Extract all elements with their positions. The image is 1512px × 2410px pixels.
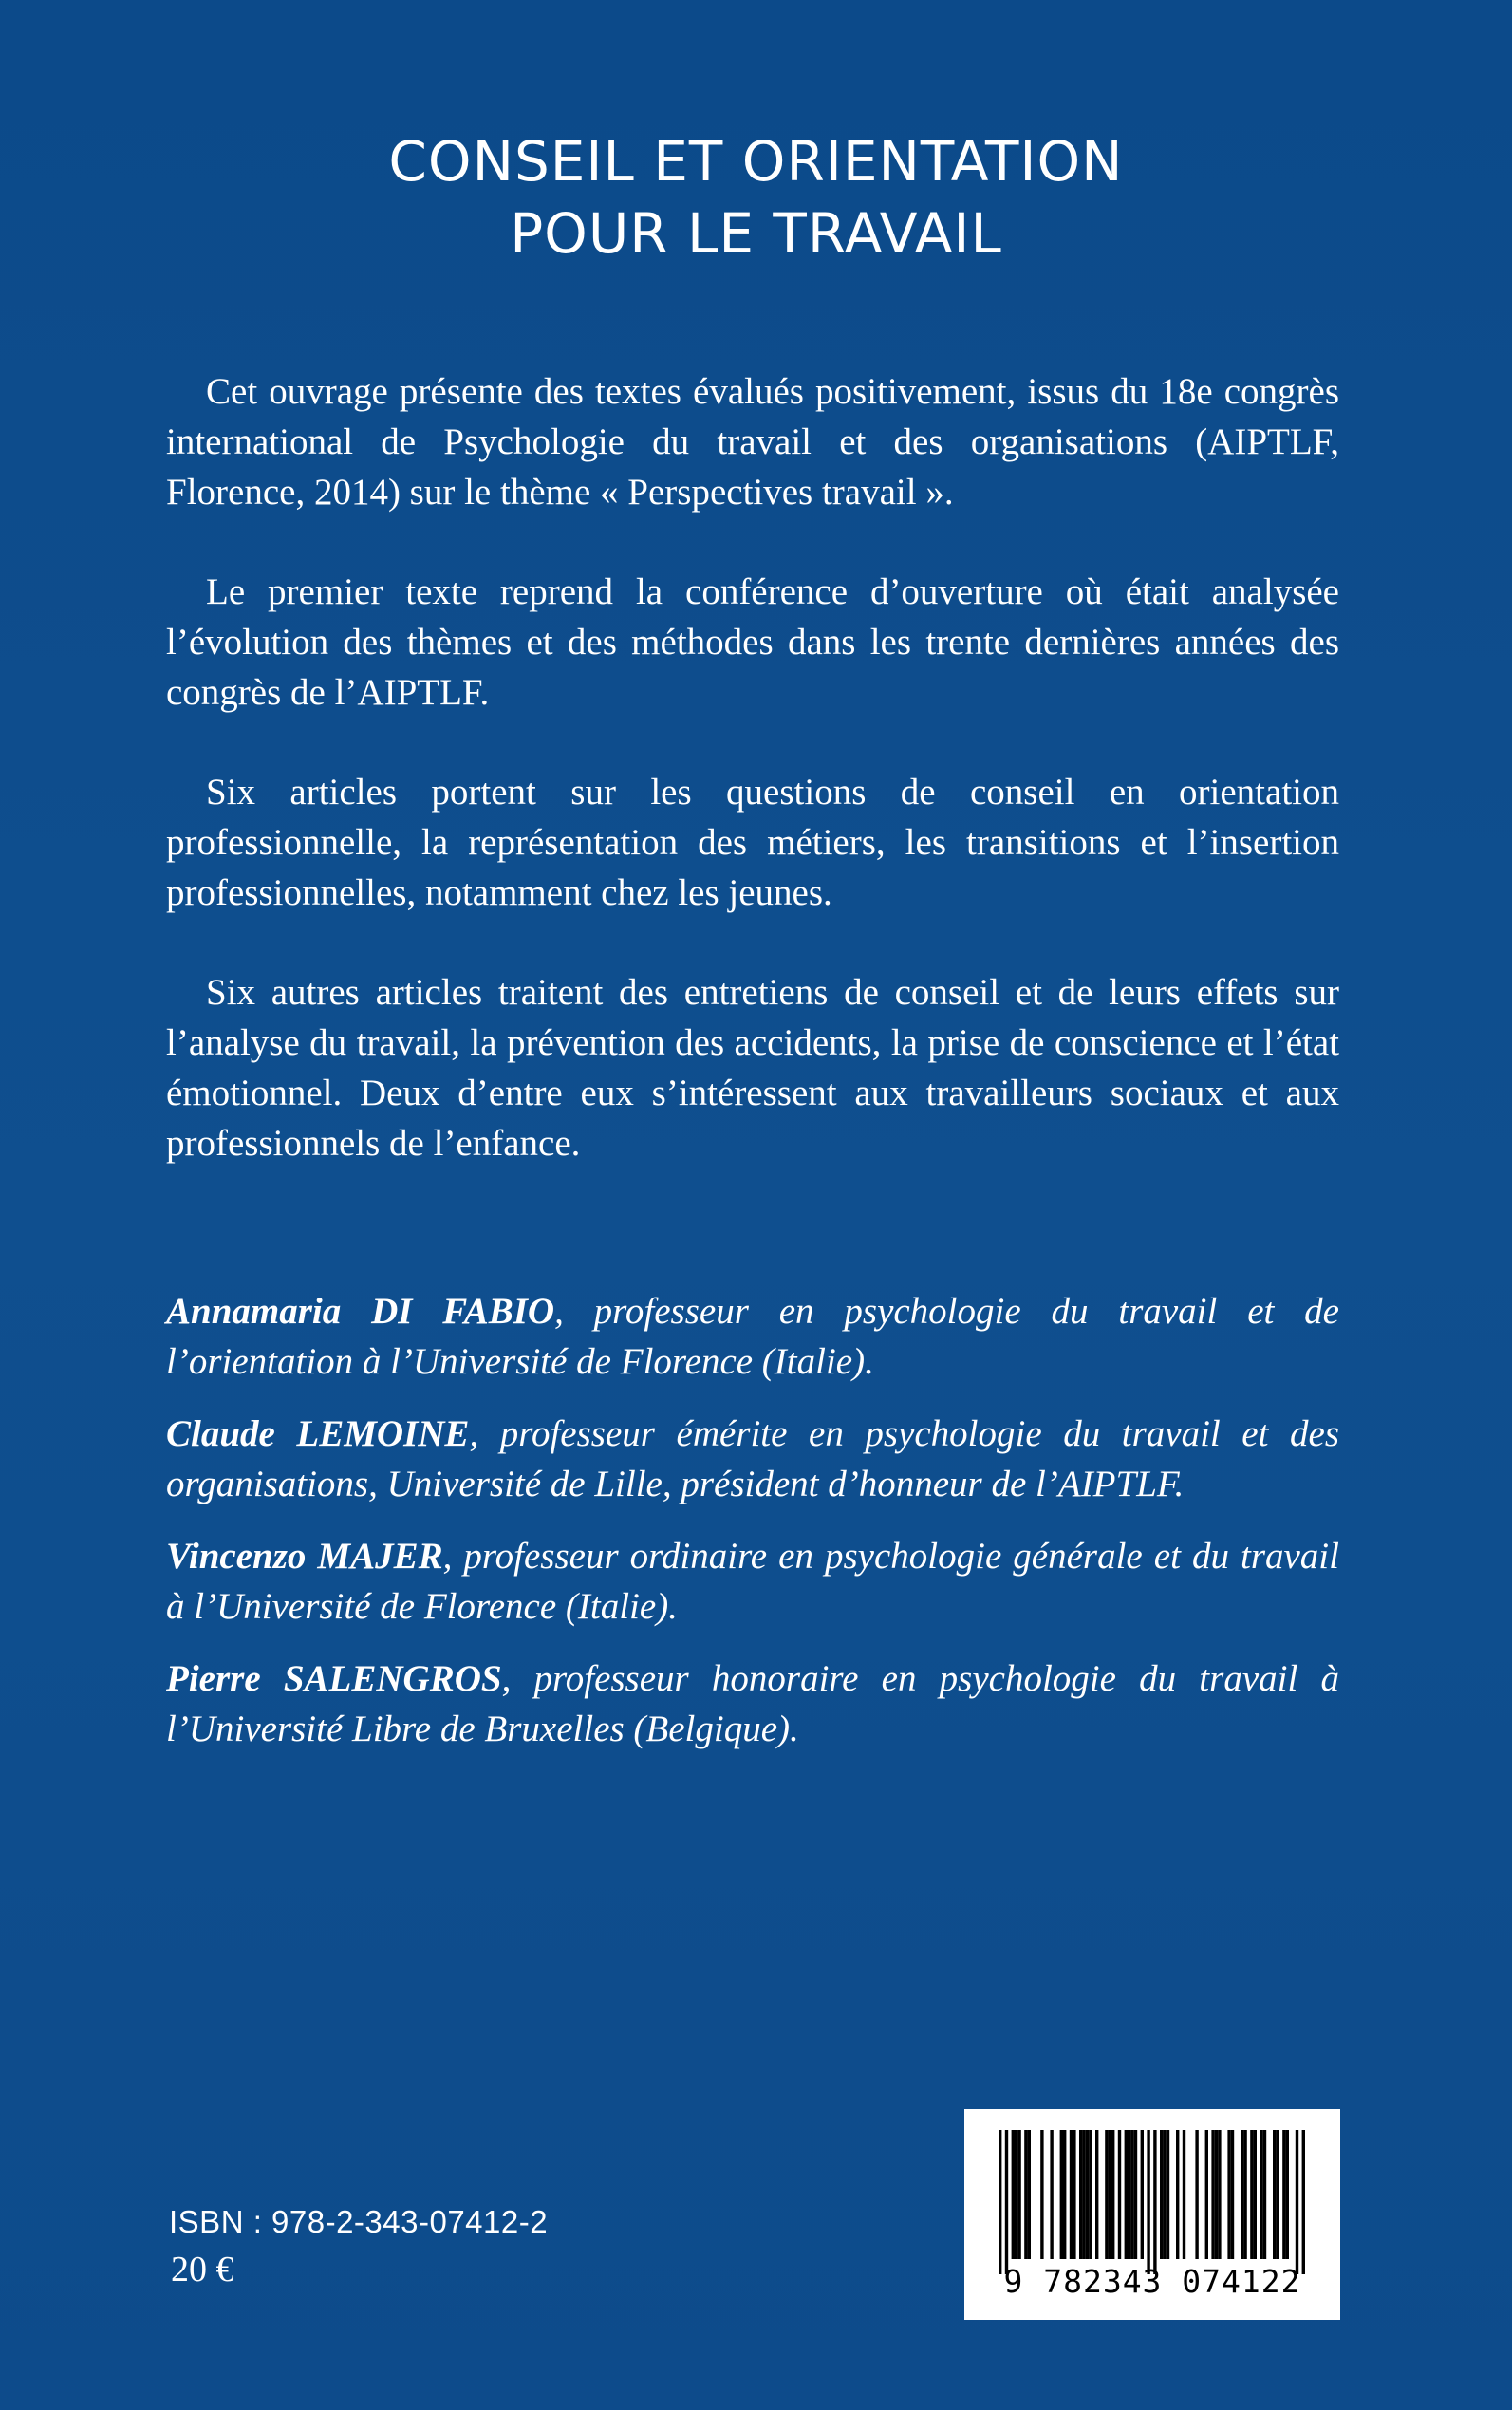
barcode-bar (1128, 2130, 1130, 2259)
barcode-bar (1147, 2130, 1149, 2274)
title-line-2: POUR LE TRAVAIL (510, 201, 1002, 266)
barcode-bar (1218, 2130, 1221, 2259)
barcode-bar (1105, 2130, 1108, 2259)
barcode-bar (999, 2130, 1001, 2274)
barcode-bar (1141, 2130, 1144, 2259)
barcode-bar (1241, 2130, 1243, 2259)
author-description: , professeur ordinaire en psychologie générale et du travail à l’Université de Florence (Italie). (166, 1536, 1339, 1627)
barcode-bar (1095, 2130, 1098, 2259)
barcode-bar (1063, 2130, 1066, 2259)
barcode-bar (1086, 2130, 1089, 2259)
author-name: Annamaria DI FABIO (166, 1291, 555, 1332)
barcode-bar (1260, 2130, 1262, 2259)
barcode-bar (1160, 2130, 1163, 2259)
barcode-bar (1125, 2130, 1128, 2259)
title-line-1: CONSEIL ET ORIENTATION (388, 129, 1124, 194)
barcode-bar (1089, 2130, 1092, 2259)
summary-paragraph-2: Le premier texte reprend la conférence d’ouverture où était analysée l’évolution des thèmes et des méthodes dans les trente dernières années des congrès de l’AIPTLF. (166, 571, 1339, 713)
barcode-bar (1282, 2130, 1285, 2259)
barcode (964, 2109, 1340, 2320)
barcode-bar (1254, 2130, 1257, 2259)
barcode-bar (1276, 2130, 1279, 2259)
barcode-bar (1273, 2130, 1276, 2259)
barcode-bar (1163, 2130, 1166, 2259)
author-name: Pierre SALENGROS (166, 1658, 502, 1699)
book-title (0, 125, 1512, 270)
summary-paragraph-1: Cet ouvrage présente des textes évalués positivement, issus du 18e congrès international de Psychologie du travail et des organisations (AIPTLF, Florence, 2014) sur le thème « Perspectives travail ». (166, 371, 1339, 513)
barcode-bar (1211, 2130, 1214, 2259)
barcode-bar (1195, 2130, 1198, 2259)
barcode-bar (1079, 2130, 1082, 2259)
barcode-bar (1109, 2130, 1111, 2259)
barcode-bar (1040, 2130, 1043, 2259)
barcode-bar (1073, 2130, 1075, 2259)
barcode-bar (1231, 2130, 1234, 2259)
summary-paragraph-4: Six autres articles traitent des entretiens de conseil et de leurs effets sur l’analyse du travail, la prévention des accidents, la prise de conscience et l’état émotionnel. Deux d’entre eux s’intéressent aux travailleurs sociaux et aux professionnels de l’enfance. (166, 972, 1339, 1164)
isbn-label: ISBN : 978-2-343-07412-2 (169, 2204, 549, 2239)
barcode-bar (1176, 2130, 1179, 2259)
barcode-bar (1130, 2130, 1133, 2259)
price-label: 20 € (171, 2250, 234, 2289)
barcode-bar (1028, 2130, 1031, 2259)
barcode-bar (1050, 2130, 1053, 2259)
author-description: , professeur honoraire en psychologie du travail à l’Université Libre de Bruxelles (Belgique). (166, 1658, 1339, 1749)
barcode-bar (1082, 2130, 1085, 2259)
author-description: , professeur émérite en psychologie du travail et des organisations, Université de Lille, président d’honneur de l’AIPTLF. (166, 1413, 1339, 1504)
barcode-bar (1263, 2130, 1266, 2259)
barcode-bar (1296, 2130, 1298, 2274)
barcode-bar (1005, 2130, 1008, 2274)
barcode-bar (1134, 2130, 1137, 2259)
barcode-bar (1205, 2130, 1208, 2259)
barcode-bar (1243, 2130, 1246, 2259)
barcode-bar (1060, 2130, 1063, 2259)
barcode-bar (1250, 2130, 1253, 2259)
author-entry (166, 1531, 1339, 1632)
author-entry (166, 1286, 1339, 1387)
barcode-bar (1015, 2130, 1017, 2259)
barcode-bar (1153, 2130, 1156, 2274)
author-description: , professeur en psychologie du travail et de l’orientation à l’Université de Florence (Italie). (166, 1291, 1339, 1382)
barcode-bar (1118, 2130, 1121, 2259)
barcode-bar (1111, 2130, 1114, 2259)
barcode-bar (1167, 2130, 1169, 2259)
author-entry (166, 1409, 1339, 1509)
author-name: Vincenzo MAJER (166, 1536, 443, 1577)
author-entry (166, 1653, 1339, 1754)
barcode-bar (1302, 2130, 1305, 2274)
barcode-bar (1183, 2130, 1185, 2259)
barcode-bar (1227, 2130, 1230, 2259)
barcode-bar (1286, 2130, 1289, 2259)
barcode-bar (1215, 2130, 1218, 2259)
barcode-bar (1070, 2130, 1073, 2259)
barcode-bar (1024, 2130, 1027, 2259)
summary-paragraph-3: Six articles portent sur les questions de conseil en orientation professionnelle, la représentation des métiers, les transitions et l’insertion professionnelles, notamment chez les jeunes. (166, 772, 1339, 913)
author-name: Claude LEMOINE (166, 1413, 470, 1454)
barcode-bar (1012, 2130, 1015, 2259)
barcode-bar (1017, 2130, 1020, 2259)
barcode-number: 9 782343 074122 (1003, 2263, 1301, 2300)
